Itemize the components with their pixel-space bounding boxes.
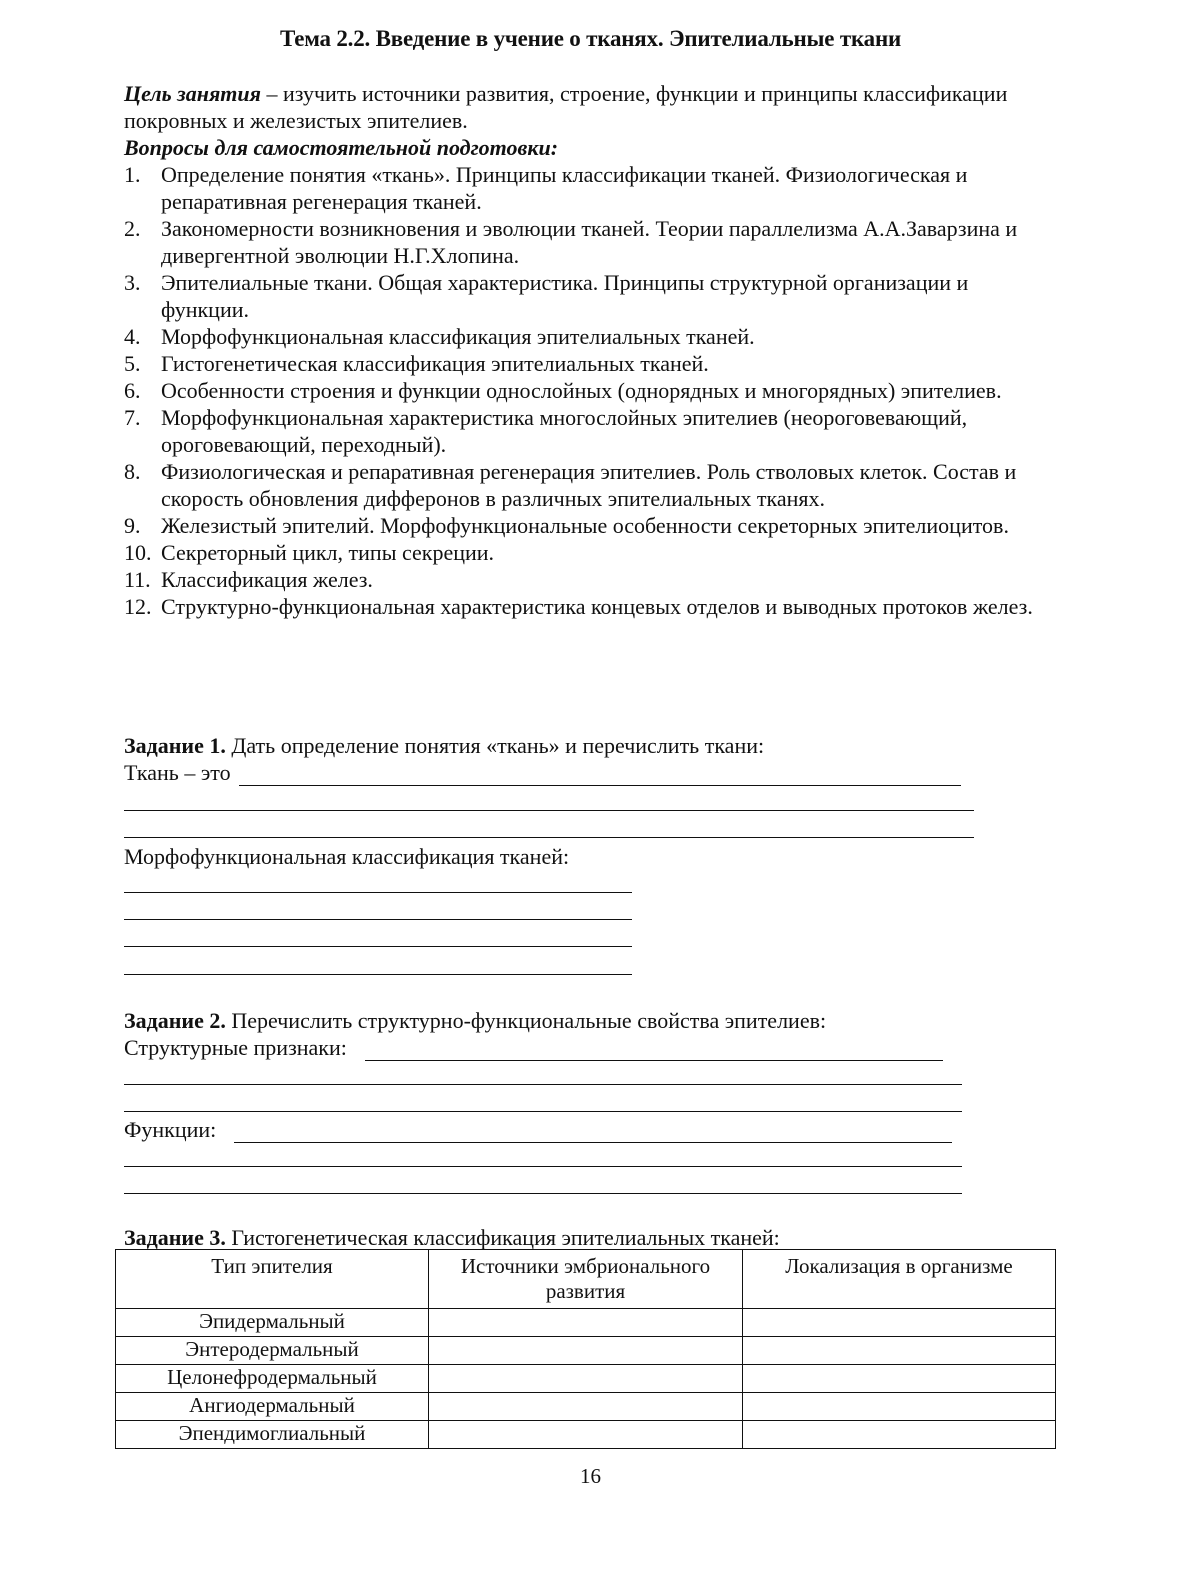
localization-cell[interactable] xyxy=(743,1393,1056,1421)
question-number: 6. xyxy=(124,378,141,403)
answer-line[interactable] xyxy=(124,919,632,920)
table-header-row xyxy=(116,1250,1056,1309)
table-row xyxy=(116,1365,1056,1393)
questions-list xyxy=(124,161,1054,620)
sources-cell[interactable] xyxy=(429,1365,743,1393)
question-text: Секреторный цикл, типы секреции. xyxy=(161,540,495,565)
localization-cell[interactable] xyxy=(743,1365,1056,1393)
epithelium-type-cell: Энтеродермальный xyxy=(116,1337,429,1365)
task1-text: Дать определение понятия «ткань» и перечислить ткани: xyxy=(225,733,765,758)
question-text: Классификация желез. xyxy=(161,567,373,592)
question-item xyxy=(124,539,1054,566)
question-number: 8. xyxy=(124,459,141,484)
goal-label: Цель занятия xyxy=(124,81,261,106)
answer-line[interactable] xyxy=(124,946,632,947)
structural-row xyxy=(124,1034,943,1061)
page-number: 16 xyxy=(580,1464,601,1488)
sources-cell[interactable] xyxy=(429,1309,743,1337)
functions-prompt: Функции: xyxy=(124,1117,217,1142)
task3-label: Задание 3. xyxy=(124,1225,226,1250)
epithelium-type-cell: Эпендимоглиальный xyxy=(116,1421,429,1449)
column-header-localization: Локализация в организме xyxy=(743,1250,1056,1309)
question-item xyxy=(124,404,1054,458)
question-number: 10. xyxy=(124,540,152,565)
table-body xyxy=(116,1309,1056,1449)
answer-line[interactable] xyxy=(124,837,974,838)
answer-line[interactable] xyxy=(124,1166,962,1167)
answer-line[interactable] xyxy=(234,1120,952,1143)
question-number: 3. xyxy=(124,270,141,295)
answer-line[interactable] xyxy=(124,892,632,893)
table-row xyxy=(116,1337,1056,1365)
localization-cell[interactable] xyxy=(743,1421,1056,1449)
task1-label: Задание 1. xyxy=(124,733,226,758)
question-text: Морфофункциональная характеристика многослойных эпителиев (неороговевающий, ороговевающий, переходный). xyxy=(161,405,968,457)
sources-cell[interactable] xyxy=(429,1337,743,1365)
question-text: Эпителиальные ткани. Общая характеристика. Принципы структурной организации и функции. xyxy=(161,270,969,322)
localization-cell[interactable] xyxy=(743,1309,1056,1337)
column-header-sources: Источники эмбрионального развития xyxy=(429,1250,743,1309)
table-row xyxy=(116,1421,1056,1449)
classification-prompt: Морфофункциональная классификация тканей: xyxy=(124,844,570,869)
question-item xyxy=(124,458,1054,512)
question-text: Морфофункциональная классификация эпителиальных тканей. xyxy=(161,324,755,349)
answer-line[interactable] xyxy=(124,1084,962,1085)
question-text: Физиологическая и репаративная регенерация эпителиев. Роль стволовых клеток. Состав и скорость обновления дифферонов в различных эпителиальных тканях. xyxy=(161,459,1017,511)
task2-label: Задание 2. xyxy=(124,1008,226,1033)
question-number: 1. xyxy=(124,162,141,187)
task1-heading xyxy=(124,732,764,759)
answer-line[interactable] xyxy=(124,1111,962,1112)
task3-heading xyxy=(124,1224,780,1251)
questions-heading: Вопросы для самостоятельной подготовки: xyxy=(124,135,559,160)
question-item xyxy=(124,350,1054,377)
question-number: 12. xyxy=(124,594,152,619)
question-text: Гистогенетическая классификация эпителиальных тканей. xyxy=(161,351,709,376)
question-item xyxy=(124,269,1054,323)
answer-line[interactable] xyxy=(124,974,632,975)
question-number: 11. xyxy=(124,567,151,592)
question-number: 4. xyxy=(124,324,141,349)
answer-line[interactable] xyxy=(124,810,974,811)
question-item xyxy=(124,566,1054,593)
column-header-type: Тип эпителия xyxy=(116,1250,429,1309)
question-number: 7. xyxy=(124,405,141,430)
question-number: 2. xyxy=(124,216,141,241)
question-number: 5. xyxy=(124,351,141,376)
answer-line[interactable] xyxy=(124,1193,962,1194)
question-number: 9. xyxy=(124,513,141,538)
localization-cell[interactable] xyxy=(743,1337,1056,1365)
task2-heading xyxy=(124,1007,826,1034)
question-text: Структурно-функциональная характеристика концевых отделов и выводных протоков желез. xyxy=(161,594,1033,619)
epithelium-type-cell: Целонефродермальный xyxy=(116,1365,429,1393)
task2-text: Перечислить структурно-функциональные свойства эпителиев: xyxy=(225,1008,827,1033)
question-text: Закономерности возникновения и эволюции тканей. Теории параллелизма А.А.Заварзина и дивергентной эволюции Н.Г.Хлопина. xyxy=(161,216,1018,268)
structural-prompt: Структурные признаки: xyxy=(124,1035,347,1060)
goal-text: – изучить источники развития, строение, функции и принципы классификации покровных и железистых эпителиев. xyxy=(124,81,1008,133)
question-text: Определение понятия «ткань». Принципы классификации тканей. Физиологическая и репаративная регенерация тканей. xyxy=(161,162,968,214)
lesson-goal xyxy=(124,80,1064,161)
question-item xyxy=(124,512,1054,539)
sources-cell[interactable] xyxy=(429,1393,743,1421)
question-item xyxy=(124,161,1054,215)
functions-row xyxy=(124,1116,952,1143)
sources-cell[interactable] xyxy=(429,1421,743,1449)
question-text: Особенности строения и функции однослойных (однорядных и многорядных) эпителиев. xyxy=(161,378,1002,403)
question-text: Железистый эпителий. Морфофункциональные особенности секреторных эпителиоцитов. xyxy=(161,513,1009,538)
epithelium-type-cell: Ангиодермальный xyxy=(116,1393,429,1421)
question-item xyxy=(124,377,1054,404)
question-item xyxy=(124,593,1054,620)
tissue-prompt: Ткань – это xyxy=(124,760,231,785)
task3-text: Гистогенетическая классификация эпителиальных тканей: xyxy=(225,1225,780,1250)
question-item xyxy=(124,215,1054,269)
tissue-definition-row xyxy=(124,759,961,786)
table-row xyxy=(116,1393,1056,1421)
answer-line[interactable] xyxy=(365,1038,943,1061)
answer-line[interactable] xyxy=(239,763,961,786)
page-title: Тема 2.2. Введение в учение о тканях. Эпителиальные ткани xyxy=(279,26,902,51)
question-item xyxy=(124,323,1054,350)
epithelium-type-cell: Эпидермальный xyxy=(116,1309,429,1337)
table-row xyxy=(116,1309,1056,1337)
histogenetic-table xyxy=(115,1249,1056,1449)
